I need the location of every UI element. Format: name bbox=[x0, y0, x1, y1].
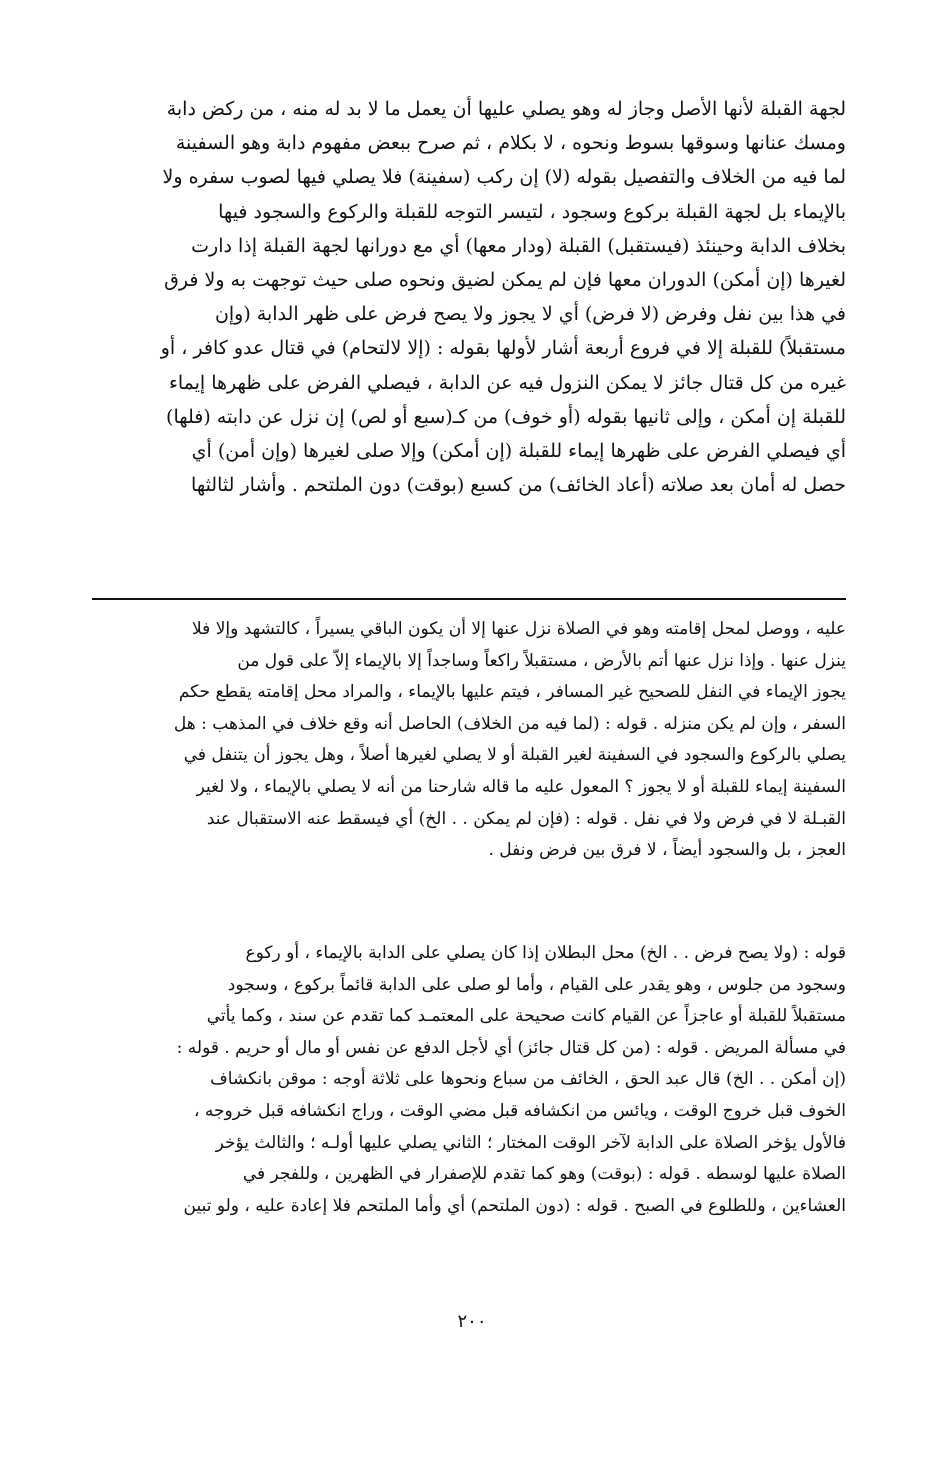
main-text-line: بخلاف الدابة وحينئذ (فيستقبل) القبلة (ودار معها) أي مع دورانها لجهة القبلة إذا دارت bbox=[191, 234, 846, 257]
page-number: ٢٠٠ bbox=[457, 1311, 487, 1332]
footnote-line: (إن أمكن . . الخ) قال عبد الحق ، الخائف من سباع ونحوها على ثلاثة أوجه : موقن بانكشاف bbox=[210, 1069, 846, 1090]
footnote-line: مستقبلاً للقبلة أو عاجزاً عن القيام كانت صحيحة على المعتمـد كما تقدم عن سند ، وكما يأتي bbox=[206, 1006, 846, 1027]
footnote-line: ينزل عنها . وإذا نزل عنها أتم بالأرض ، مستقبلاً راكعاً وساجداً إلا بالإيماء إلاّ على قول من bbox=[237, 650, 846, 671]
main-text-line: للقبلة إن أمكن ، وإلى ثانيها بقوله (أو خوف) من كـ(سبع أو لص) إن نزل عن دابته (فلها) bbox=[166, 405, 846, 428]
footnote-line: فالأول يؤخر الصلاة على الدابة لآخر الوقت المختار ؛ الثاني يصلي عليها أولـه ؛ والثالث يؤخر bbox=[215, 1132, 846, 1153]
footnote-line: السفر ، وإن لم يكن منزله . قوله : (لما فيه من الخلاف) الحاصل أنه وقع خلاف في المذهب : هل bbox=[173, 713, 846, 734]
main-text-line: لجهة القبلة لأنها الأصل وجاز له وهو يصلي عليها أن يعمل ما لا بد له منه ، من ركض دابة bbox=[166, 98, 846, 120]
footnote-line: الخوف قبل خروج الوقت ، ويائس من انكشافه قبل مضي الوقت ، وراج انكشافه قبل خروجه ، bbox=[194, 1100, 846, 1121]
main-text bbox=[92, 92, 846, 502]
main-text-line: حصل له أمان بعد صلاته (أعاد الخائف) من كسبع (بوقت) دون الملتحم . وأشار لثالثها bbox=[191, 474, 846, 497]
footnote-block-1 bbox=[92, 614, 846, 867]
footnote-line: يجوز الإيماء في النفل للصحيح غير المسافر ، فيتم عليها بالإيماء ، والمراد محل إقامته يقطع حكم bbox=[178, 682, 846, 703]
footnote-block-2 bbox=[92, 938, 846, 1222]
footnote-line: في مسألة المريض . قوله : (من كل قتال جائز) أي لأجل الدفع عن نفس أو مال أو حريم . قوله : bbox=[176, 1037, 846, 1058]
main-text-line: بالإيماء بل لجهة القبلة بركوع وسجود ، لتيسر التوجه للقبلة والركوع والسجود فيها bbox=[218, 200, 846, 223]
footnote-line: وسجود من جلوس ، وهو يقدر على القيام ، وأما لو صلى على الدابة قائماً بركوع ، وسجود bbox=[227, 974, 846, 995]
footnote-line: العشاءين ، وللطلوع في الصبح . قوله : (دون الملتحم) أي وأما الملتحم فلا إعادة عليه ، ولو تبين bbox=[183, 1195, 846, 1216]
footnote-line: العجز ، بل والسجود أيضاً ، لا فرق بين فرض ونفل . bbox=[488, 840, 846, 861]
footnote-divider bbox=[92, 598, 846, 600]
main-text-line: في هذا بين نفل وفرض (لا فرض) أي لا يجوز ولا يصح فرض على ظهر الدابة (وإن bbox=[214, 303, 846, 326]
main-text-line: مستقبلاً) للقبلة إلا في فروع أربعة أشار لأولها بقوله : (إلا لالتحام) في قتال عدو كافر ، أو bbox=[160, 337, 846, 360]
main-text-line: أي فيصلي الفرض على ظهرها إيماء للقبلة (إن أمكن) وإلا صلى لغيرها (وإن أمن) أي bbox=[191, 440, 846, 463]
footnote-line: السفينة إيماء للقبلة أو لا يجوز ؟ المعول عليه ما قاله شارحنا من أنه لا يصلي بالإيماء ، ولا لغير bbox=[196, 776, 846, 797]
main-text-line: لما فيه من الخلاف والتفصيل بقوله (لا) إن ركب (سفينة) فلا يصلي فيها لصوب سفره ولا bbox=[162, 166, 846, 189]
main-text-line: غيره من كل قتال جائز لا يمكن النزول فيه عن الدابة ، فيصلي الفرض على ظهرها إيماء bbox=[168, 371, 846, 394]
footnote-line: عليه ، ووصل لمحل إقامته وهو في الصلاة نزل عنها إلا أن يكون الباقي يسيراً ، كالتشهد وإلا فلا bbox=[192, 619, 846, 639]
footnote-line: القبـلة لا في فرض ولا في نفل . قوله : (فإن لم يمكن . . الخ) أي فيسقط عنه الاستقبال عند bbox=[206, 808, 846, 829]
footnote-line: قوله : (ولا يصح فرض . . الخ) محل البطلان إذا كان يصلي على الدابة بالإيماء ، أو ركوع bbox=[245, 943, 846, 963]
main-text-line: لغيرها (إن أمكن) الدوران معها فإن لم يمكن لضيق ونحوه صلى حيث توجهت به ولا فرق bbox=[164, 269, 846, 292]
footnote-line: يصلي بالركوع والسجود في السفينة لغير القبلة أو لا يصلي لغيرها أصلاً ، وهل يجوز أن يتنفل في bbox=[183, 745, 846, 766]
footnote-line: الصلاة عليها لوسطه . قوله : (بوقت) وهو كما تقدم للإصفرار في الظهرين ، وللفجر في bbox=[242, 1164, 846, 1185]
main-text-line: ومسك عنانها وسوقها بسوط ونحوه ، لا بكلام ، ثم صرح ببعض مفهوم دابة وهو السفينة bbox=[175, 132, 846, 155]
